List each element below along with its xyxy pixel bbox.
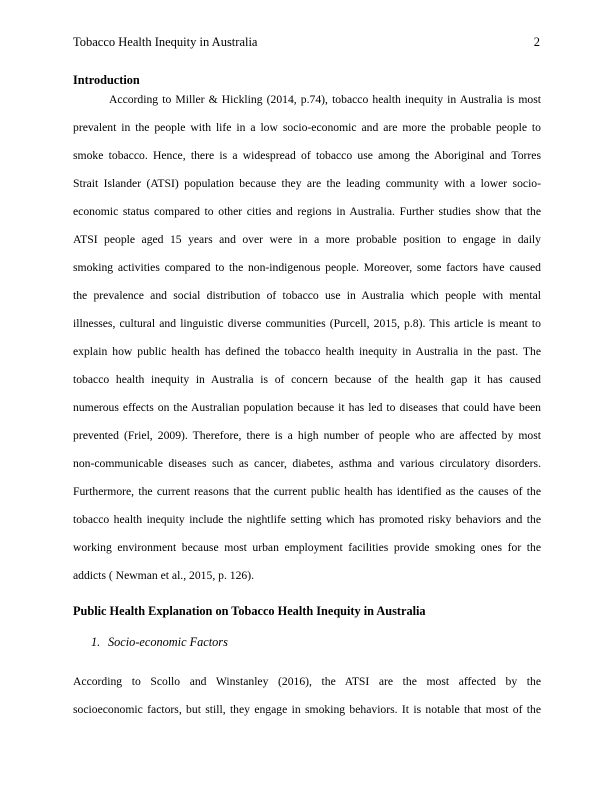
paragraph-line: working environment because most urban employment facilities provide smoking ones for the (73, 541, 541, 554)
introduction-paragraph (73, 86, 541, 590)
paragraph-line: illnesses, cultural and linguistic diverse communities (Purcell, 2015, p.8). This article is meant to (73, 317, 541, 330)
paragraph-line: socioeconomic factors, but still, they engage in smoking behaviors. It is notable that most of the (73, 703, 541, 716)
section-paragraph (73, 668, 541, 724)
paragraph-line: According to Miller & Hickling (2014, p.74), tobacco health inequity in Australia is most (109, 93, 541, 106)
section-heading: Public Health Explanation on Tobacco Health Inequity in Australia (73, 604, 426, 618)
paragraph-line: tobacco health inequity in Australia is of concern because of the health gap it has caused (73, 373, 541, 386)
page-number: 2 (533, 35, 540, 49)
paragraph-line: the prevalence and social distribution of tobacco use in Australia which people with mental (73, 289, 541, 302)
paragraph-line: prevalent in the people with life in a low socio-economic and are more the probable people to (73, 121, 541, 134)
paragraph-line: Strait Islander (ATSI) population because they are the leading community with a lower socio- (73, 177, 541, 190)
running-header-title: Tobacco Health Inequity in Australia (73, 35, 258, 49)
paragraph-line: prevented (Friel, 2009). Therefore, there is a high number of people who are affected by most (73, 429, 541, 442)
paragraph-line: smoking activities compared to the non-indigenous people. Moreover, some factors have caused (73, 261, 541, 274)
paragraph-line: According to Scollo and Winstanley (2016), the ATSI are the most affected by the (73, 675, 541, 688)
paragraph-line: economic status compared to other cities and regions in Australia. Further studies show that the (73, 205, 541, 218)
paragraph-line: addicts ( Newman et al., 2015, p. 126). (73, 569, 255, 582)
paragraph-line: tobacco health inequity include the nightlife setting which has promoted risky behaviors and the (73, 513, 541, 526)
document-body (73, 72, 541, 724)
list-number: 1. (91, 635, 101, 649)
paragraph-line: explain how public health has defined the tobacco health inequity in Australia in the past. The (73, 345, 541, 358)
introduction-heading: Introduction (73, 73, 140, 87)
paragraph-line: ATSI people aged 15 years and over were in a more probable position to engage in daily (73, 233, 541, 246)
paragraph-line: non-communicable diseases such as cancer, diabetes, asthma and various circulatory disorders. (73, 457, 541, 470)
paragraph-line: Furthermore, the current reasons that the current public health has identified as the causes of the (73, 485, 541, 498)
list-label: Socio-economic Factors (108, 635, 228, 649)
paragraph-line: numerous effects on the Australian population because it has led to diseases that could have been (73, 401, 541, 414)
paragraph-line: smoke tobacco. Hence, there is a widespread of tobacco use among the Aboriginal and Torres (73, 149, 541, 162)
numbered-subheading (73, 634, 541, 650)
